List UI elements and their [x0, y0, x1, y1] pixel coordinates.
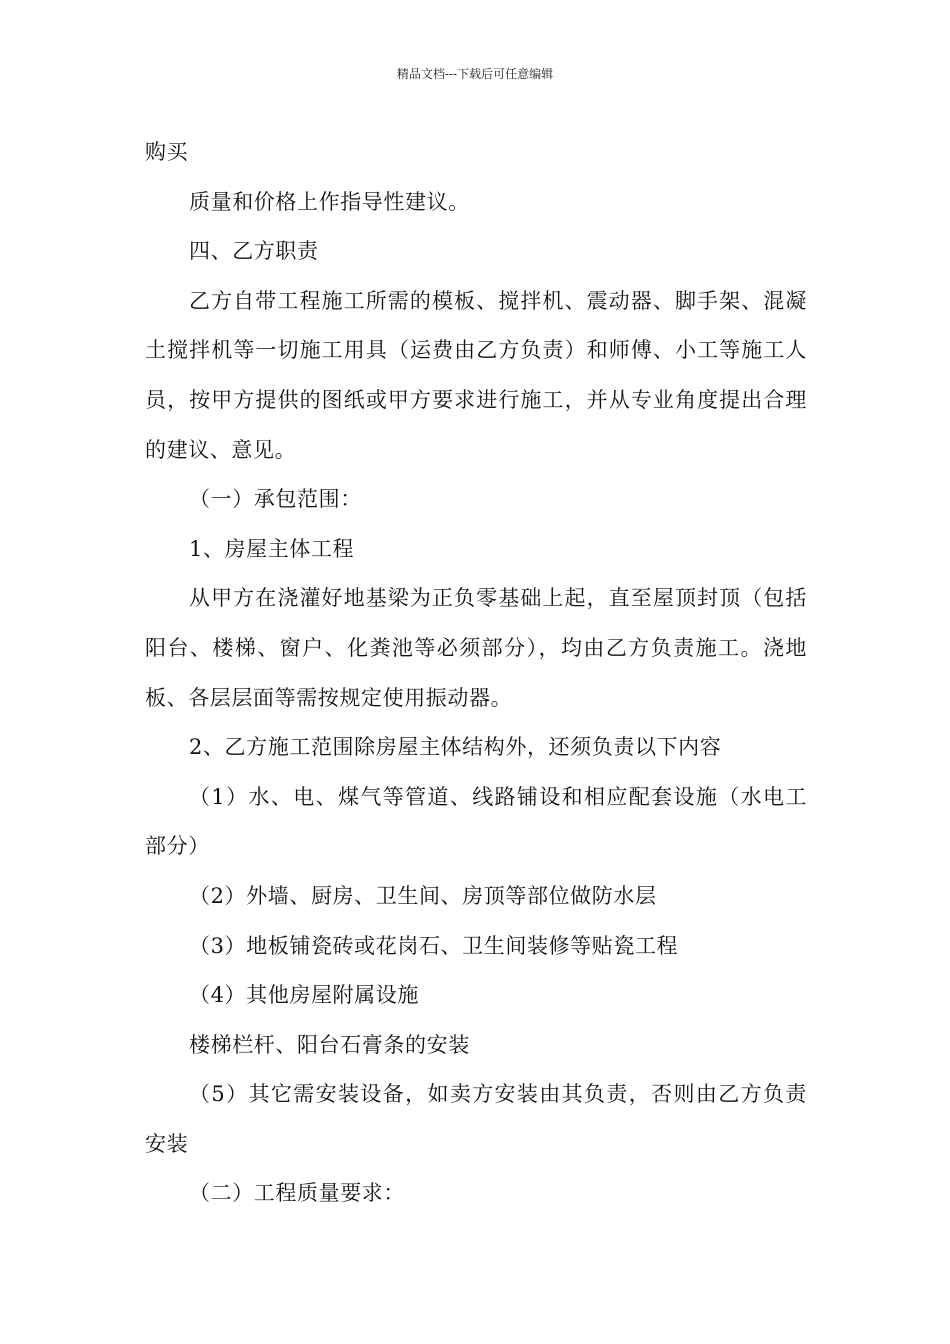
list-item-tiling: （3）地板铺瓷砖或花岗石、卫生间装修等贴瓷工程 [189, 933, 679, 958]
section-heading-party-b-duties: 四、乙方职责 [189, 239, 319, 264]
subheading-quality-requirements: （二）工程质量要求： [189, 1181, 405, 1206]
paragraph-railings: 楼梯栏杆、阳台石膏条的安装 [189, 1032, 470, 1057]
paragraph-quality-advice: 质量和价格上作指导性建议。 [189, 189, 470, 214]
list-item-other-facilities: （4）其他房屋附属设施 [189, 983, 419, 1008]
item-main-structure: 1、房屋主体工程 [189, 536, 355, 561]
list-item-utilities: （1）水、电、煤气等管道、线路铺设和相应配套设施（水电工部分） [145, 784, 807, 859]
list-item-other-equipment: （5）其它需安装设备，如卖方安装由其负责，否则由乙方负责安装 [145, 1082, 807, 1156]
item-additional-scope: 2、乙方施工范围除房屋主体结构外，还须负责以下内容 [189, 735, 722, 760]
paragraph-party-b-equipment: 乙方自带工程施工所需的模板、搅拌机、震动器、脚手架、混凝土搅拌机等一切施工用具（运费由乙方负责）和师傅、小工等施工人员，按甲方提供的图纸或甲方要求进行施工，并从专业角度提出合理的建议、意见。 [145, 288, 807, 462]
document-body [145, 128, 807, 1219]
list-item-waterproofing: （2）外墙、厨房、卫生间、房顶等部位做防水层 [189, 883, 657, 908]
paragraph-purchase: 购买 [145, 140, 189, 164]
page-header: 精品文档---下载后可任意编辑 [396, 67, 554, 81]
subheading-contract-scope: （一）承包范围： [189, 487, 362, 512]
paragraph-construction-scope: 从甲方在浇灌好地基梁为正负零基础上起，直至屋顶封顶（包括阳台、楼梯、窗户、化粪池等必须部分），均由乙方负责施工。浇地板、各层层面等需按规定使用振动器。 [145, 586, 807, 710]
